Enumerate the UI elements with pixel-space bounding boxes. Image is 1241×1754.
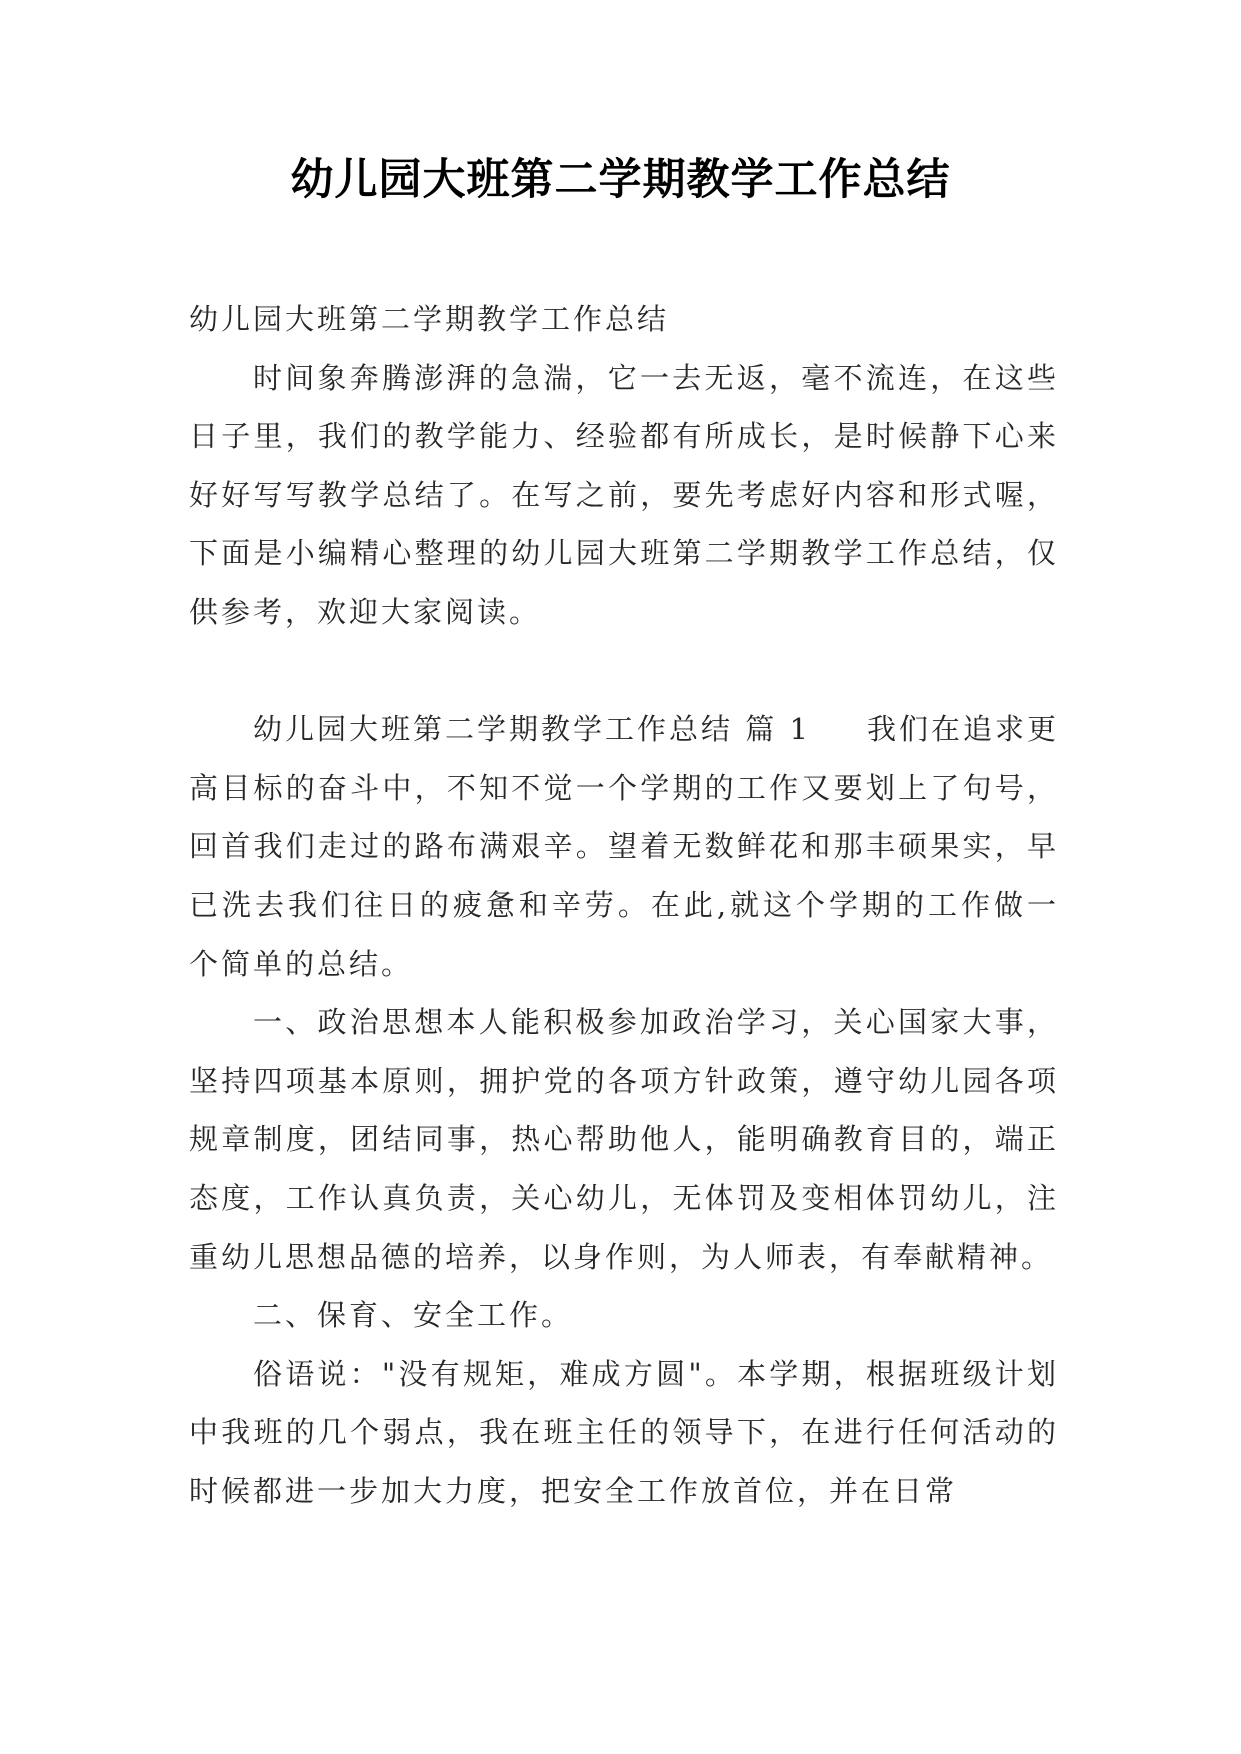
section1-lead: 我们在追求更高目标的奋斗中，不知不觉一个学期的工作又要划上了句号，回首我们走过的路布满艰辛。望着无数鲜花和那丰硕果实，早已洗去我们往日的疲惫和辛劳。在此,就这个学期的工作做一个简单的总结。	[189, 712, 1059, 981]
document-body	[189, 290, 1059, 1520]
intro-paragraph: 时间象奔腾澎湃的急湍，它一去无返，毫不流连，在这些日子里，我们的教学能力、经验都有所成长，是时候静下心来好好写写教学总结了。在写之前，要先考虑好内容和形式喔，下面是小编精心整理的幼儿园大班第二学期教学工作总结，仅供参考，欢迎大家阅读。	[189, 360, 1059, 629]
safety-paragraph: 俗语说："没有规矩，难成方圆"。本学期，根据班级计划中我班的几个弱点，我在班主任的领导下，在进行任何活动的时候都进一步加大力度，把安全工作放首位，并在日常	[189, 1356, 1059, 1508]
section1-paragraph	[189, 700, 1059, 993]
document-title: 幼儿园大班第二学期教学工作总结	[290, 155, 951, 205]
document-subtitle: 幼儿园大班第二学期教学工作总结	[189, 302, 670, 336]
politics-paragraph: 一、政治思想本人能积极参加政治学习，关心国家大事，坚持四项基本原则，拥护党的各项方针政策，遵守幼儿园各项规章制度，团结同事，热心帮助他人，能明确教育目的，端正态度，工作认真负责，关心幼儿，无体罚及变相体罚幼儿，注重幼儿思想品德的培养，以身作则，为人师表，有奉献精神。	[189, 1005, 1059, 1274]
safety-heading: 二、保育、安全工作。	[253, 1298, 574, 1333]
paragraph-spacer	[189, 642, 1059, 701]
section1-heading: 幼儿园大班第二学期教学工作总结 篇 1	[253, 712, 811, 747]
